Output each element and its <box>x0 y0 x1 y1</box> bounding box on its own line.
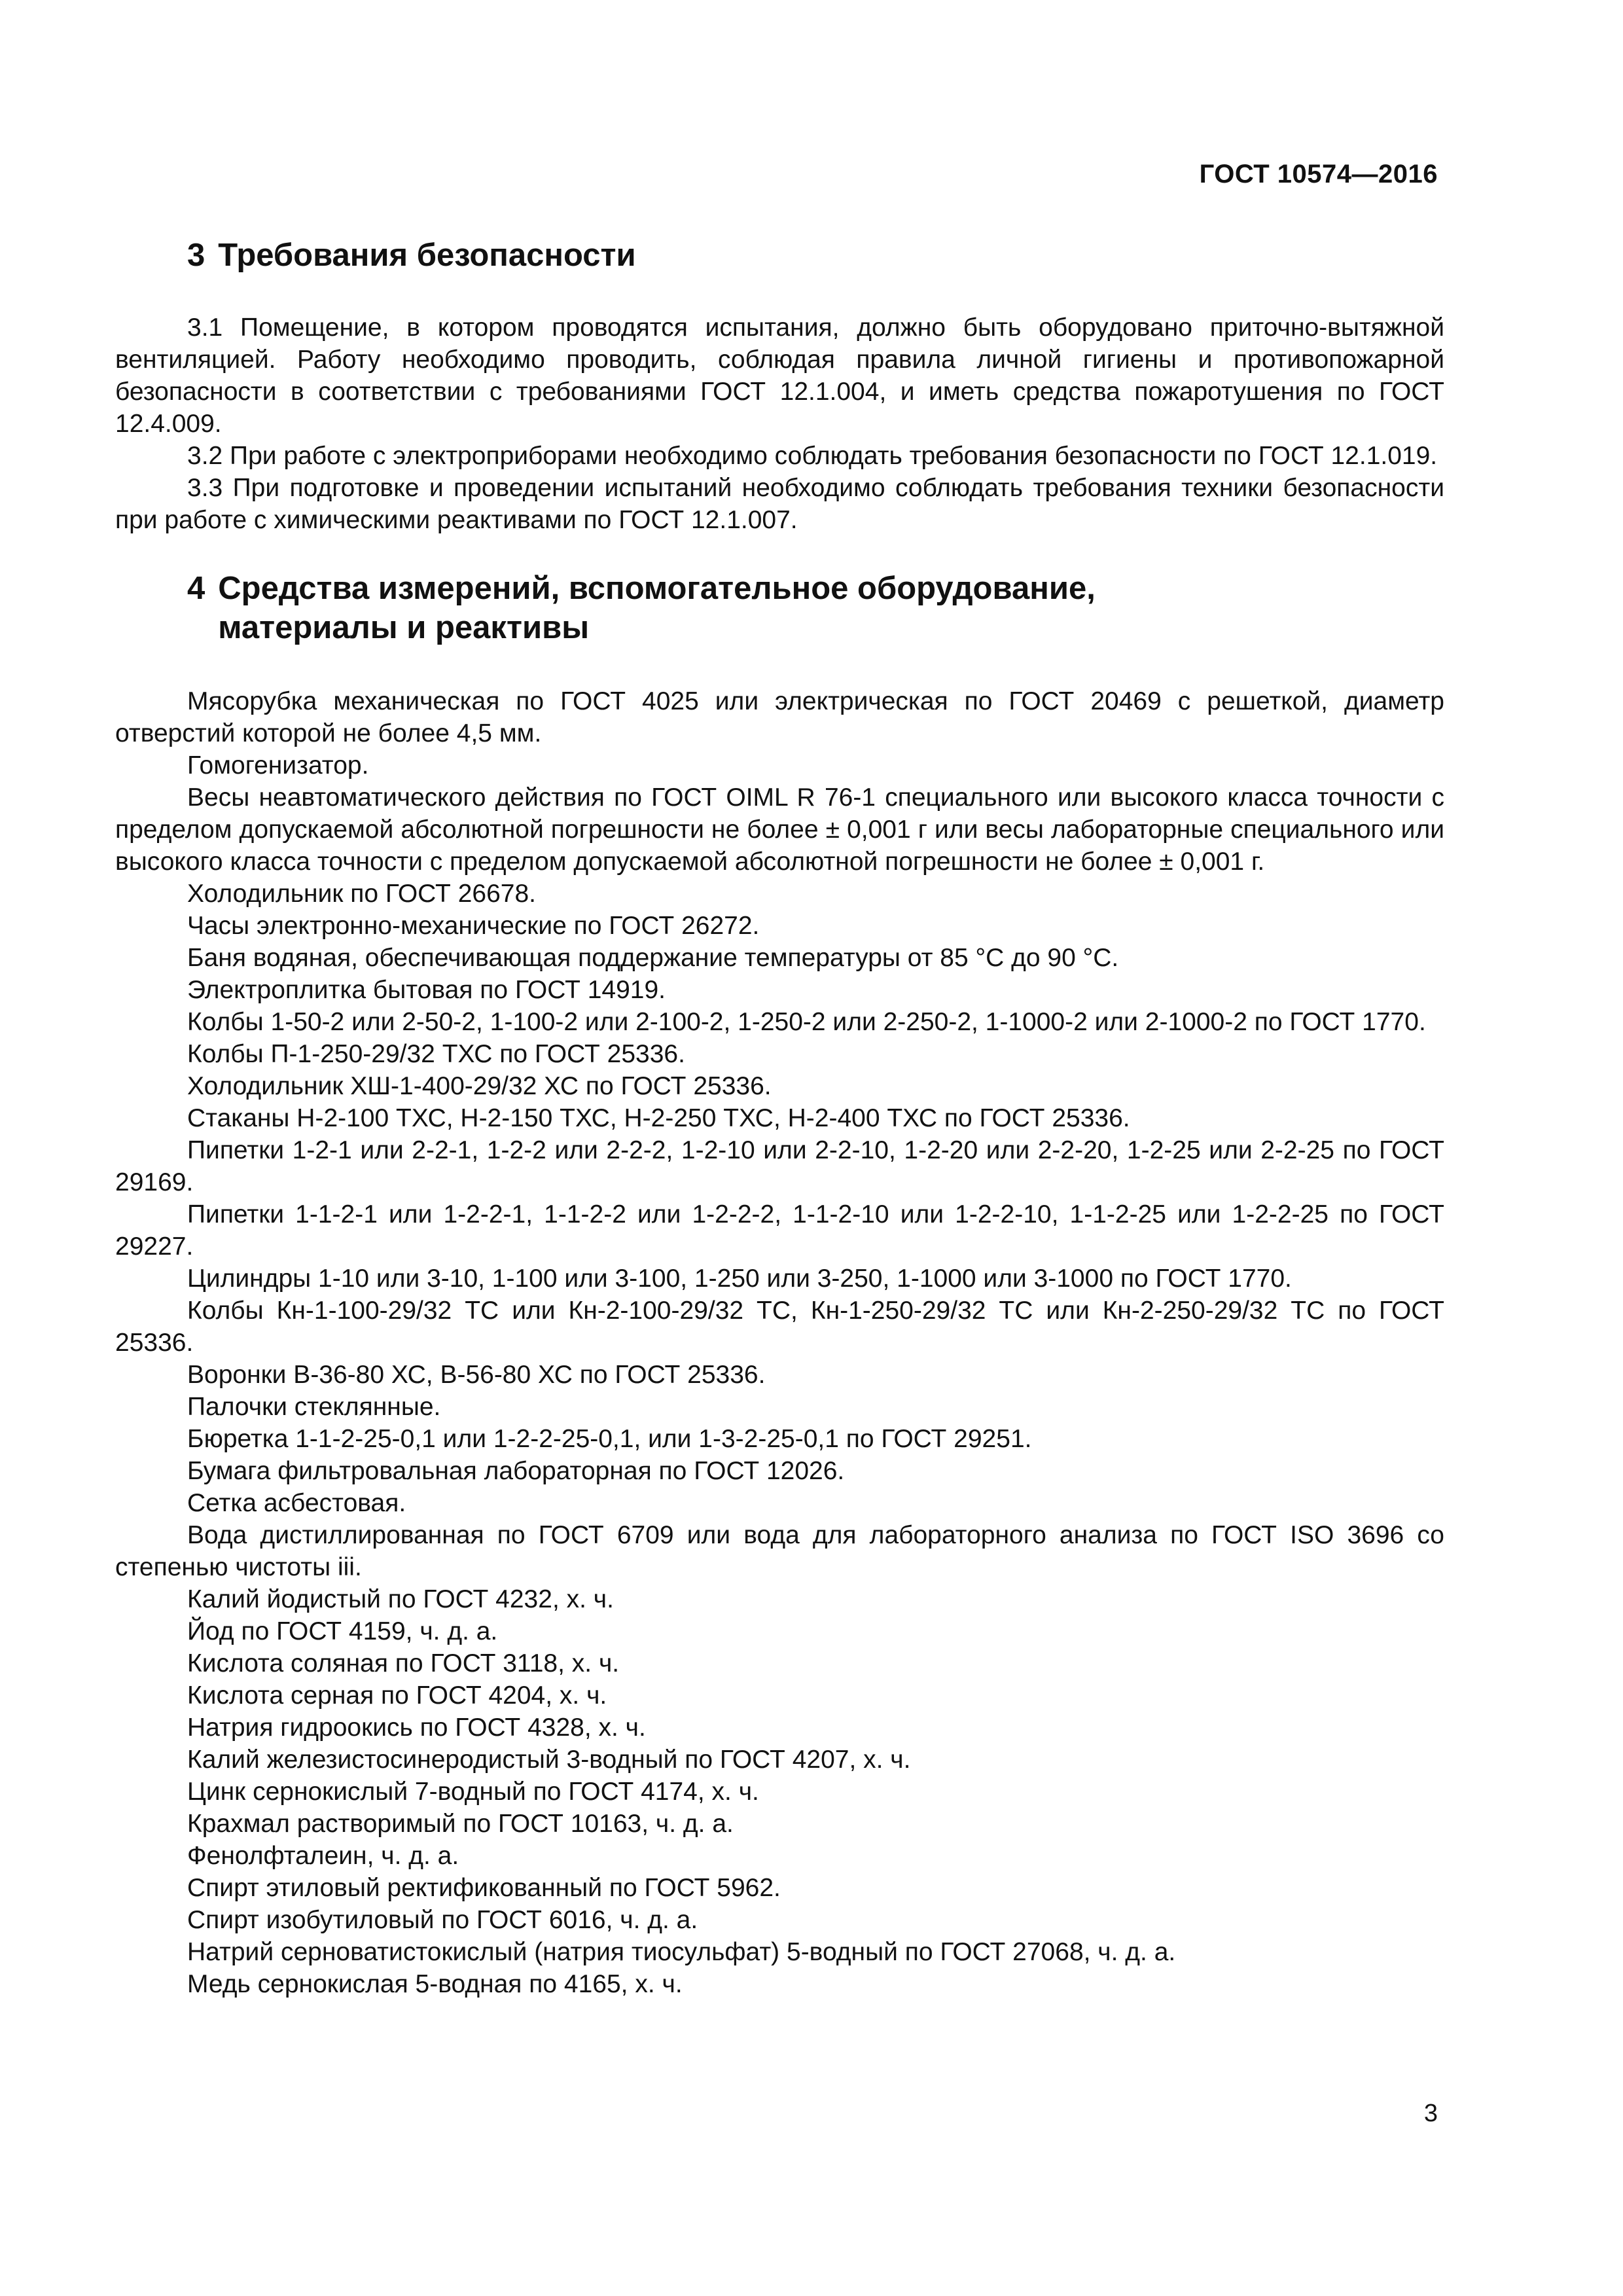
list-item: Крахмал растворимый по ГОСТ 10163, ч. д. а. <box>187 1810 734 1838</box>
list-item: Гомогенизатор. <box>187 751 369 780</box>
list-item: Мясорубка механическая по ГОСТ 4025 или электрическая по ГОСТ 20469 с решеткой, диаметр отверстий которой не более 4,5 мм. <box>115 687 1444 747</box>
list-item: Медь сернокислая 5-водная по 4165, х. ч. <box>187 1970 683 1998</box>
document-code: ГОСТ 10574—2016 <box>1199 160 1438 188</box>
page-content <box>115 229 1444 2000</box>
list-item: Бумага фильтровальная лабораторная по ГОСТ 12026. <box>187 1457 845 1485</box>
paragraph-3-3: 3.3 При подготовке и проведении испытаний необходимо соблюдать требования техники безопасности при работе с химическими реактивами по ГОСТ 12.1.007. <box>115 474 1444 534</box>
list-item: Холодильник по ГОСТ 26678. <box>187 880 536 908</box>
section-3-number: 3 <box>187 238 205 273</box>
list-item: Кислота серная по ГОСТ 4204, х. ч. <box>187 1681 607 1710</box>
list-item: Бюретка 1-1-2-25-0,1 или 1-2-2-25-0,1, или 1-3-2-25-0,1 по ГОСТ 29251. <box>187 1425 1032 1453</box>
section-3-body <box>115 312 1444 536</box>
list-item: Йод по ГОСТ 4159, ч. д. а. <box>187 1617 498 1645</box>
list-item: Калий йодистый по ГОСТ 4232, х. ч. <box>187 1585 614 1613</box>
list-item: Кислота соляная по ГОСТ 3118, х. ч. <box>187 1649 620 1677</box>
list-item: Натрия гидроокись по ГОСТ 4328, х. ч. <box>187 1713 646 1742</box>
list-item: Спирт изобутиловый по ГОСТ 6016, ч. д. а. <box>187 1906 698 1934</box>
list-item: Пипетки 1-1-2-1 или 1-2-2-1, 1-1-2-2 или 1-2-2-2, 1-1-2-10 или 1-2-2-10, 1-1-2-25 или 1-2-2-25 по ГОСТ 29227. <box>115 1200 1444 1261</box>
page-number: 3 <box>1423 2100 1438 2127</box>
list-item: Натрий серноватистокислый (натрия тиосульфат) 5-водный по ГОСТ 27068, ч. д. а. <box>187 1938 1176 1966</box>
list-item: Весы неавтоматического действия по ГОСТ OIML R 76-1 специального или высокого класса точности с пределом допускаемой абсолютной погрешности не более ± 0,001 г или весы лабораторные специального или высокого класса точности с пределом допускаемой абсолютной погрешности не более ± 0,001 г. <box>115 783 1444 876</box>
list-item: Колбы Кн-1-100-29/32 ТС или Кн-2-100-29/32 ТС, Кн-1-250-29/32 ТС или Кн-2-250-29/32 ТС по ГОСТ 25336. <box>115 1297 1444 1357</box>
paragraph-3-2: 3.2 При работе с электроприборами необходимо соблюдать требования безопасности по ГОСТ 12.1.019. <box>187 442 1438 470</box>
section-3-title: Требования безопасности <box>218 238 636 273</box>
list-item: Сетка асбестовая. <box>187 1489 406 1517</box>
list-item: Воронки В-36-80 ХС, В-56-80 ХС по ГОСТ 25336. <box>187 1361 766 1389</box>
list-item: Калий железистосинеродистый 3-водный по ГОСТ 4207, х. ч. <box>187 1746 911 1774</box>
section-4-title: Средства измерений, вспомогательное оборудование, материалы и реактивы <box>218 571 1096 645</box>
paragraph-3-1: 3.1 Помещение, в котором проводятся испытания, должно быть оборудовано приточно-вытяжной вентиляцией. Работу необходимо проводить, соблюдая правила личной гигиены и противопожарной безопасности в соответствии с требованиями ГОСТ 12.1.004, и иметь средства пожаротушения по ГОСТ 12.4.009. <box>115 314 1444 438</box>
list-item: Цилиндры 1-10 или 3-10, 1-100 или 3-100, 1-250 или 3-250, 1-1000 или 3-1000 по ГОСТ 1770. <box>187 1265 1292 1293</box>
list-item: Часы электронно-механические по ГОСТ 26272. <box>187 912 760 940</box>
list-item: Спирт этиловый ректификованный по ГОСТ 5962. <box>187 1874 781 1902</box>
list-item: Вода дистиллированная по ГОСТ 6709 или вода для лабораторного анализа по ГОСТ ISO 3696 со степенью чистоты iii. <box>115 1521 1444 1581</box>
list-item: Электроплитка бытовая по ГОСТ 14919. <box>187 976 666 1004</box>
section-4-number: 4 <box>187 571 205 606</box>
list-item: Колбы П-1-250-29/32 ТХС по ГОСТ 25336. <box>187 1040 685 1068</box>
section-4-heading <box>115 569 1444 647</box>
list-item: Баня водяная, обеспечивающая поддержание температуры от 85 °С до 90 °С. <box>187 944 1119 972</box>
list-item: Холодильник ХШ-1-400-29/32 ХС по ГОСТ 25336. <box>187 1072 772 1100</box>
list-item: Фенолфталеин, ч. д. а. <box>187 1842 459 1870</box>
list-item: Колбы 1-50-2 или 2-50-2, 1-100-2 или 2-100-2, 1-250-2 или 2-250-2, 1-1000-2 или 2-1000-2 по ГОСТ 1770. <box>187 1008 1426 1036</box>
list-item: Палочки стеклянные. <box>187 1393 441 1421</box>
list-item: Цинк сернокислый 7-водный по ГОСТ 4174, х. ч. <box>187 1778 759 1806</box>
list-item: Пипетки 1-2-1 или 2-2-1, 1-2-2 или 2-2-2, 1-2-10 или 2-2-10, 1-2-20 или 2-2-20, 1-2-25 или 2-2-25 по ГОСТ 29169. <box>115 1136 1444 1196</box>
section-4-body <box>115 685 1444 2000</box>
section-3-heading <box>115 236 1444 275</box>
list-item: Стаканы Н-2-100 ТХС, Н-2-150 ТХС, Н-2-250 ТХС, Н-2-400 ТХС по ГОСТ 25336. <box>187 1104 1130 1132</box>
